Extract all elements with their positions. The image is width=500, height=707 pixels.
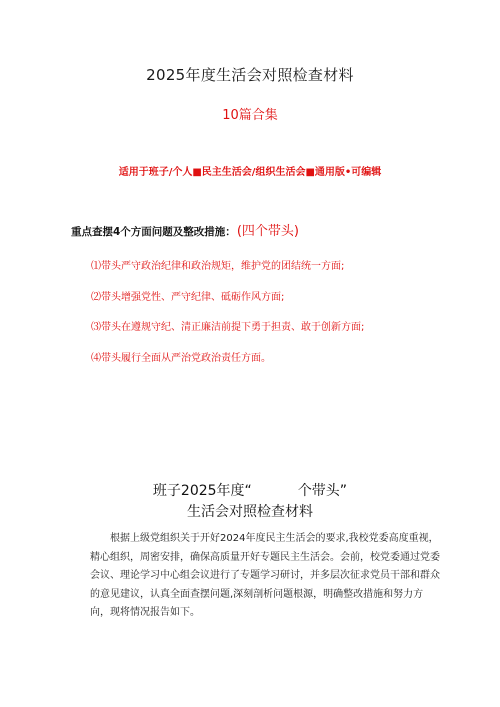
document-title-line2: 生活会对照检查材料 [187,504,313,520]
applicable-scope-note: 适用于班子/个人■民主生活会/组织生活会■通用版•可编辑 [118,167,382,178]
key-point-item: ⑵带头增强党性、严守纪律、砥砺作风方面; [91,292,285,303]
document-body-paragraph: 根据上级党组织关于开好2024年度民主生活会的要求,我校党委高度重视，精心组织，周密安排，确保高质量开好专题民主生活会。会前，校党委通过党委会议、理论学习中心组会议进行了专题学习研讨，并多层次征求党员干部和群众的意见建议，认真全面查摆问题,深刻剖析问题根源，明确整改措施和努力方向，现将情况报告如下。 [90,533,440,618]
document-title-right: 个带头” [297,483,348,499]
key-point-item: ⑶带头在遵规守纪、清正廉洁前提下勇于担责、敢于创新方面; [91,322,365,333]
key-points-heading [71,220,299,239]
key-points-highlight: (四个带头) [236,224,299,239]
page-title: 2025年度生活会对照检查材料 [146,66,354,84]
key-points-lead: 重点查摆4个方面问题及整改措施： [71,226,236,238]
key-point-item: ⑷带头履行全面从严治党政治责任方面。 [91,353,271,364]
collection-subtitle: 10篇合集 [222,108,278,123]
document-title-left: 班子2025年度“ [152,483,252,499]
document-title-line1 [0,480,500,500]
key-point-item: ⑴带头严守政治纪律和政治规矩，维护党的团结统一方面; [91,261,345,272]
